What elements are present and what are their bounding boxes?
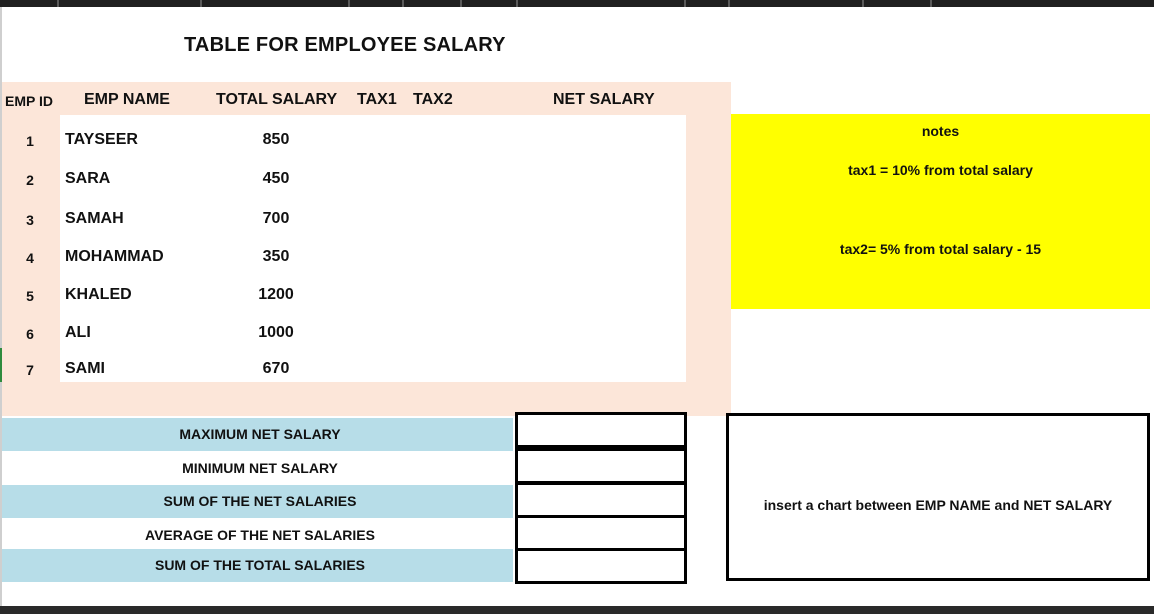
cell-total-salary[interactable]: 350 (262, 248, 290, 265)
header-emp-name[interactable]: EMP NAME (84, 91, 170, 108)
header-total-salary[interactable]: TOTAL SALARY (216, 91, 338, 108)
cell-emp-id[interactable]: 3 (26, 212, 34, 228)
avg-net-salaries-cell[interactable] (515, 515, 687, 551)
summary-label: SUM OF THE NET SALARIES (163, 493, 357, 509)
cell-emp-name[interactable]: MOHAMMAD (65, 248, 164, 265)
summary-row-avg-net[interactable] (2, 519, 513, 552)
notes-box[interactable] (731, 114, 1150, 309)
cell-emp-id[interactable]: 1 (26, 133, 34, 149)
cell-emp-id[interactable]: 4 (26, 250, 34, 266)
cell-emp-name[interactable]: KHALED (65, 286, 132, 303)
cell-total-salary[interactable]: 670 (262, 360, 290, 377)
cell-emp-name[interactable]: SAMAH (65, 210, 124, 227)
sum-total-salaries-cell[interactable] (515, 548, 687, 584)
cell-total-salary[interactable]: 1200 (258, 286, 294, 303)
page-title: TABLE FOR EMPLOYEE SALARY (184, 34, 506, 56)
summary-label: MAXIMUM NET SALARY (179, 426, 341, 442)
summary-label: MINIMUM NET SALARY (182, 460, 338, 476)
cell-emp-name[interactable]: ALI (65, 324, 91, 341)
sum-net-salaries-cell[interactable] (515, 482, 687, 518)
summary-row-sum-total[interactable] (2, 549, 513, 582)
notes-heading: notes (921, 123, 960, 139)
min-net-salary-cell[interactable] (515, 448, 687, 484)
cell-total-salary[interactable]: 700 (262, 210, 290, 227)
summary-label: AVERAGE OF THE NET SALARIES (145, 527, 375, 543)
summary-label: SUM OF THE TOTAL SALARIES (154, 557, 365, 573)
cell-emp-name[interactable]: SAMI (65, 360, 105, 377)
cell-emp-name[interactable]: SARA (65, 170, 111, 187)
cell-emp-id[interactable]: 7 (26, 362, 34, 378)
header-tax1[interactable]: TAX1 (357, 91, 397, 108)
summary-row-max-net[interactable] (2, 418, 513, 451)
cell-total-salary[interactable]: 1000 (258, 324, 294, 341)
max-net-salary-cell[interactable] (515, 412, 687, 448)
bottom-grid-edge (0, 606, 1154, 614)
notes-tax2-rule: tax2= 5% from total salary - 15 (839, 241, 1042, 257)
summary-row-min-net[interactable] (2, 452, 513, 485)
header-net-salary[interactable]: NET SALARY (553, 91, 655, 108)
cell-emp-id[interactable]: 6 (26, 326, 34, 342)
summary-row-sum-net[interactable] (2, 485, 513, 518)
cell-emp-id[interactable]: 2 (26, 172, 34, 188)
cell-total-salary[interactable]: 450 (262, 170, 290, 187)
header-tax2[interactable]: TAX2 (413, 91, 453, 108)
header-emp-id[interactable]: EMP ID (5, 93, 53, 109)
notes-tax1-rule: tax1 = 10% from total salary (848, 162, 1033, 178)
cell-total-salary[interactable]: 850 (262, 131, 290, 148)
cell-emp-name[interactable]: TAYSEER (65, 131, 138, 148)
cell-emp-id[interactable]: 5 (26, 288, 34, 304)
top-grid-edge (0, 0, 1154, 7)
chart-placeholder-text: insert a chart between EMP NAME and NET SALARY (763, 497, 1113, 513)
chart-placeholder-box[interactable] (726, 413, 1150, 581)
